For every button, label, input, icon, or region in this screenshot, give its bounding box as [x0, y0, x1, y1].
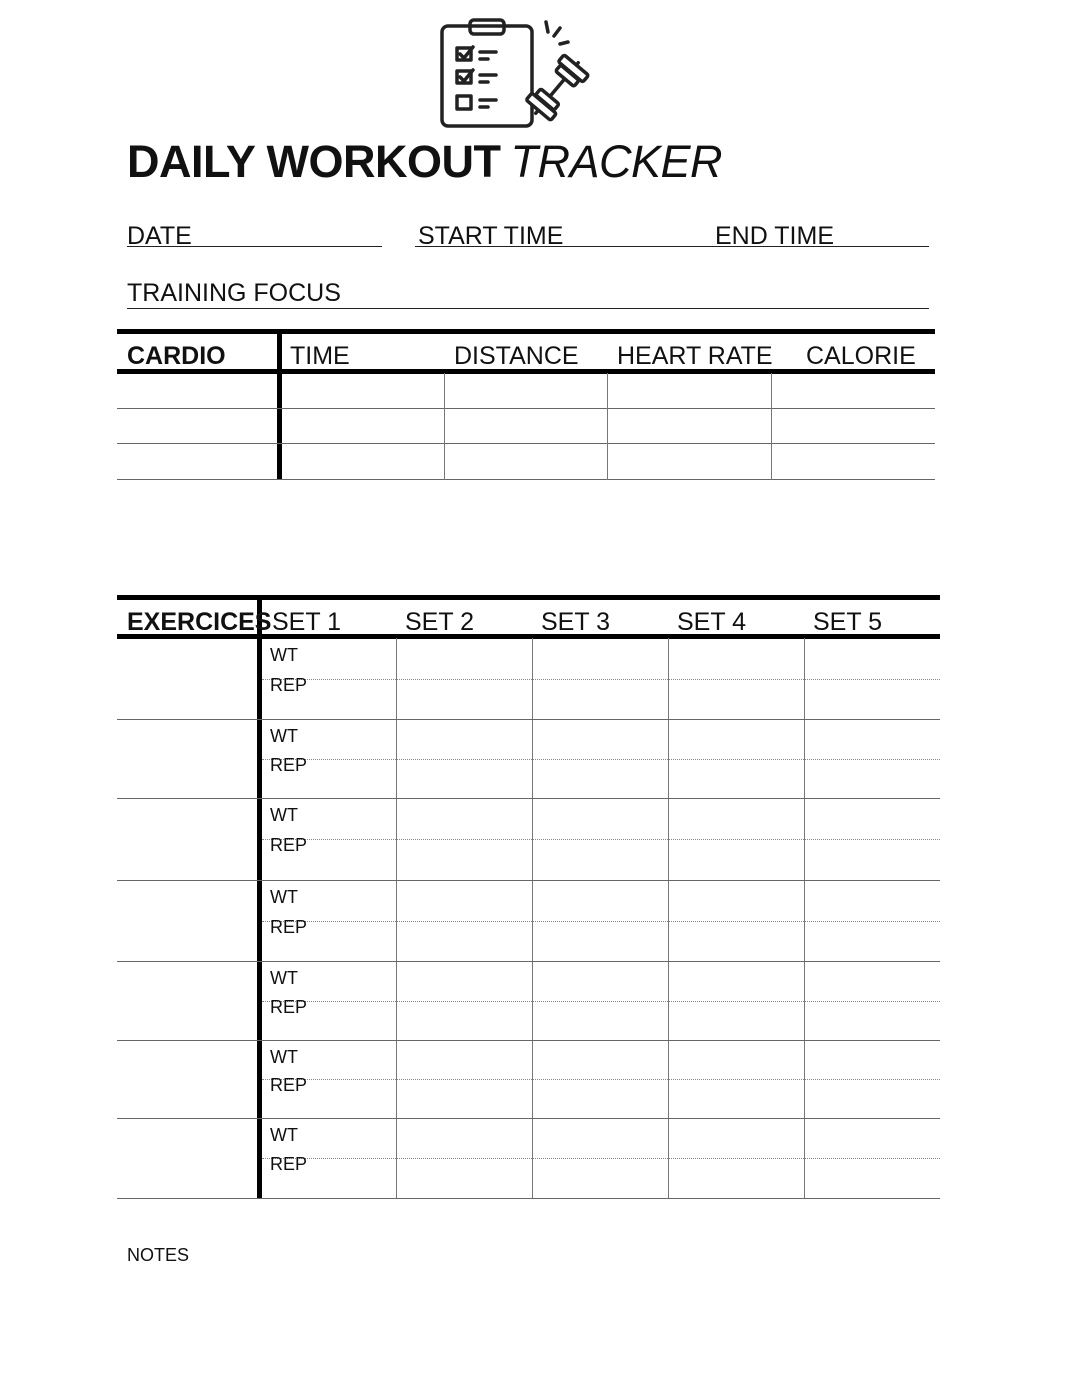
- cardio-row-line: [117, 408, 935, 409]
- wt-label: WT: [270, 1047, 298, 1067]
- notes-label: NOTES: [127, 1245, 190, 1265]
- cardio-col-line: [771, 373, 772, 480]
- title-bold: DAILY WORKOUT: [127, 136, 501, 187]
- wt-rep-divider: [262, 921, 940, 922]
- wt-label: WT: [270, 887, 298, 907]
- exercise-row-line: [117, 1198, 940, 1199]
- wt-rep-divider: [262, 1001, 940, 1002]
- exercise-top-border: [117, 595, 940, 600]
- wt-rep-divider: [262, 839, 940, 840]
- title-italic: TRACKER: [510, 136, 723, 187]
- rep-label: REP: [270, 917, 308, 937]
- rep-label: REP: [270, 675, 308, 695]
- exercise-row-line: [117, 1118, 940, 1119]
- exercise-header: EXERCICES: [127, 608, 272, 636]
- wt-rep-divider: [262, 1079, 940, 1080]
- end-time-label: END TIME: [715, 222, 834, 250]
- cardio-col-heart-rate: HEART RATE: [617, 342, 773, 370]
- cardio-divider: [277, 332, 282, 480]
- wt-rep-divider: [262, 759, 940, 760]
- exercise-row-line: [117, 798, 940, 799]
- exercise-row-line: [117, 961, 940, 962]
- cardio-top-border: [117, 329, 935, 334]
- exercise-col-set2: SET 2: [405, 608, 475, 636]
- time-field[interactable]: [415, 246, 929, 247]
- cardio-row-line: [117, 443, 935, 444]
- cardio-col-calorie: CALORIE: [806, 342, 916, 370]
- exercise-col-set4: SET 4: [677, 608, 747, 636]
- exercise-col-set3: SET 3: [541, 608, 611, 636]
- training-focus-label: TRAINING FOCUS: [127, 279, 341, 307]
- cardio-col-line: [444, 373, 445, 480]
- date-field[interactable]: [127, 246, 382, 247]
- rep-label: REP: [270, 1154, 308, 1174]
- wt-label: WT: [270, 968, 298, 988]
- wt-rep-divider: [262, 679, 940, 680]
- rep-label: REP: [270, 755, 308, 775]
- exercise-divider: [257, 598, 262, 1198]
- page-title: [127, 136, 722, 188]
- rep-label: REP: [270, 1075, 308, 1095]
- date-label: DATE: [127, 222, 192, 250]
- exercise-col-set5: SET 5: [813, 608, 883, 636]
- cardio-col-time: TIME: [290, 342, 350, 370]
- exercise-col-line: [532, 638, 533, 1198]
- cardio-col-line: [607, 373, 608, 480]
- exercise-row-line: [117, 719, 940, 720]
- wt-label: WT: [270, 726, 298, 746]
- wt-rep-divider: [262, 1158, 940, 1159]
- rep-label: REP: [270, 835, 308, 855]
- exercise-col-line: [668, 638, 669, 1198]
- wt-label: WT: [270, 1125, 298, 1145]
- cardio-header: CARDIO: [127, 342, 226, 370]
- wt-label: WT: [270, 805, 298, 825]
- exercise-col-line: [804, 638, 805, 1198]
- start-time-label: START TIME: [418, 222, 564, 250]
- wt-label: WT: [270, 645, 298, 665]
- exercise-col-line: [396, 638, 397, 1198]
- rep-label: REP: [270, 997, 308, 1017]
- clipboard-dumbbell-icon: [432, 16, 597, 134]
- exercise-row-line: [117, 1040, 940, 1041]
- exercise-row-line: [117, 880, 940, 881]
- cardio-col-distance: DISTANCE: [454, 342, 579, 370]
- training-focus-field[interactable]: [127, 308, 929, 309]
- cardio-row-line: [117, 479, 935, 480]
- exercise-col-set1: SET 1: [272, 608, 342, 636]
